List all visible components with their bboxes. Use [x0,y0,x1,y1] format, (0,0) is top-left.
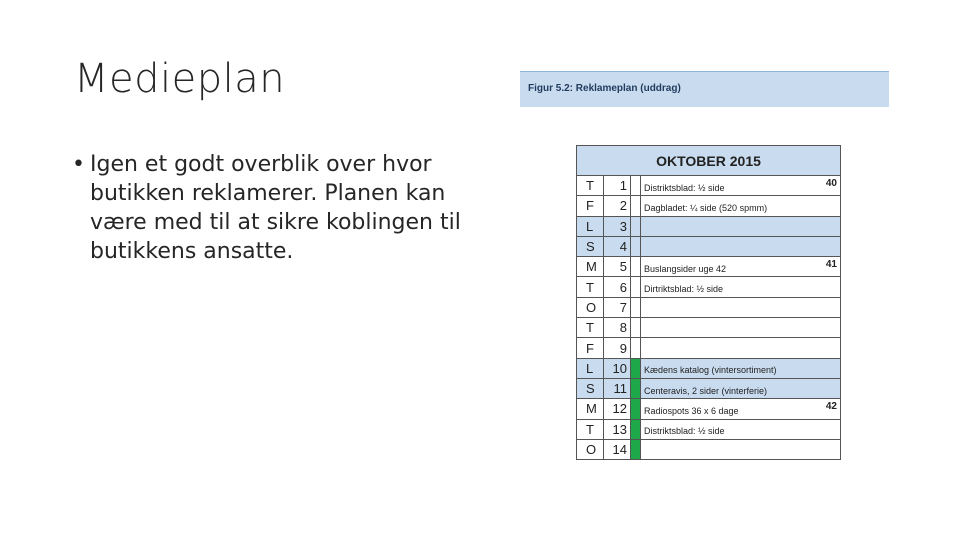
weekday-letter: F [577,338,604,358]
day-number: 8 [604,318,631,338]
calendar-row [577,277,841,297]
weekday-letter: T [577,419,604,439]
campaign-marker [631,236,641,256]
ad-cell [641,419,841,439]
weekday-letter: T [577,277,604,297]
bullet-point [72,150,492,266]
day-number: 4 [604,236,631,256]
campaign-marker [631,419,641,439]
campaign-marker [631,297,641,317]
ad-description: Dirtriktsblad: ½ side [644,284,724,295]
weekday-letter: O [577,439,604,459]
calendar-row [577,257,841,277]
ad-cell [641,216,841,236]
day-number: 10 [604,358,631,378]
calendar-row [577,318,841,338]
campaign-marker [631,277,641,297]
ad-description: Kædens katalog (vintersortiment) [644,365,777,376]
campaign-marker [631,358,641,378]
calendar-header-row [577,146,841,176]
slide-title: Medieplan [74,56,286,102]
calendar-row [577,176,841,196]
calendar-row [577,358,841,378]
figure-caption: Figur 5.2: Reklameplan (uddrag) [528,83,681,94]
calendar-row [577,338,841,358]
day-number: 7 [604,297,631,317]
ad-description: Radiospots 36 x 6 dage [644,405,739,416]
campaign-marker [631,399,641,419]
weekday-letter: F [577,196,604,216]
calendar-body [577,176,841,460]
weekday-letter: M [577,399,604,419]
day-number: 11 [604,378,631,398]
day-number: 1 [604,176,631,196]
ad-cell [641,358,841,378]
ad-cell [641,338,841,358]
calendar-row [577,236,841,256]
ad-cell [641,318,841,338]
ad-cell [641,257,841,277]
campaign-marker [631,257,641,277]
bullet-symbol: • [72,152,85,177]
calendar-row [577,196,841,216]
weekday-letter: T [577,176,604,196]
day-number: 3 [604,216,631,236]
day-number: 6 [604,277,631,297]
campaign-marker [631,338,641,358]
figure-caption-bar [520,71,889,107]
weekday-letter: S [577,378,604,398]
campaign-marker [631,318,641,338]
campaign-marker [631,378,641,398]
weekday-letter: L [577,216,604,236]
calendar-row [577,439,841,459]
weekday-letter: O [577,297,604,317]
ad-cell [641,236,841,256]
advertising-calendar [576,145,841,460]
month-header: OKTOBER 2015 [577,146,841,176]
ad-description: Buslangsider uge 42 [644,263,727,274]
week-number: 42 [825,401,837,413]
weekday-letter: M [577,257,604,277]
ad-cell [641,378,841,398]
ad-description: Dagbladet: ¼ side (520 spmm) [644,202,768,213]
ad-description: Distriktsblad: ½ side [644,426,725,437]
ad-description: Distriktsblad: ½ side [644,182,725,193]
ad-cell [641,196,841,216]
calendar-row [577,297,841,317]
day-number: 14 [604,439,631,459]
calendar-row [577,216,841,236]
bullet-text: Igen et godt overblik over hvor butikken reklamerer. Planen kan være med til at sikre koblingen til butikkens ansatte. [90,152,461,264]
week-number: 40 [825,178,837,189]
ad-cell [641,176,841,196]
campaign-marker [631,216,641,236]
day-number: 5 [604,257,631,277]
week-number: 41 [825,259,837,271]
ad-cell [641,297,841,317]
ad-cell [641,439,841,459]
ad-cell [641,399,841,419]
weekday-letter: T [577,318,604,338]
campaign-marker [631,196,641,216]
day-number: 2 [604,196,631,216]
ad-description: Centeravis, 2 sider (vinterferie) [644,385,768,396]
day-number: 12 [604,399,631,419]
calendar-row [577,419,841,439]
calendar-row [577,399,841,419]
ad-cell [641,277,841,297]
campaign-marker [631,439,641,459]
calendar-row [577,378,841,398]
weekday-letter: L [577,358,604,378]
weekday-letter: S [577,236,604,256]
day-number: 9 [604,338,631,358]
day-number: 13 [604,419,631,439]
campaign-marker [631,176,641,196]
